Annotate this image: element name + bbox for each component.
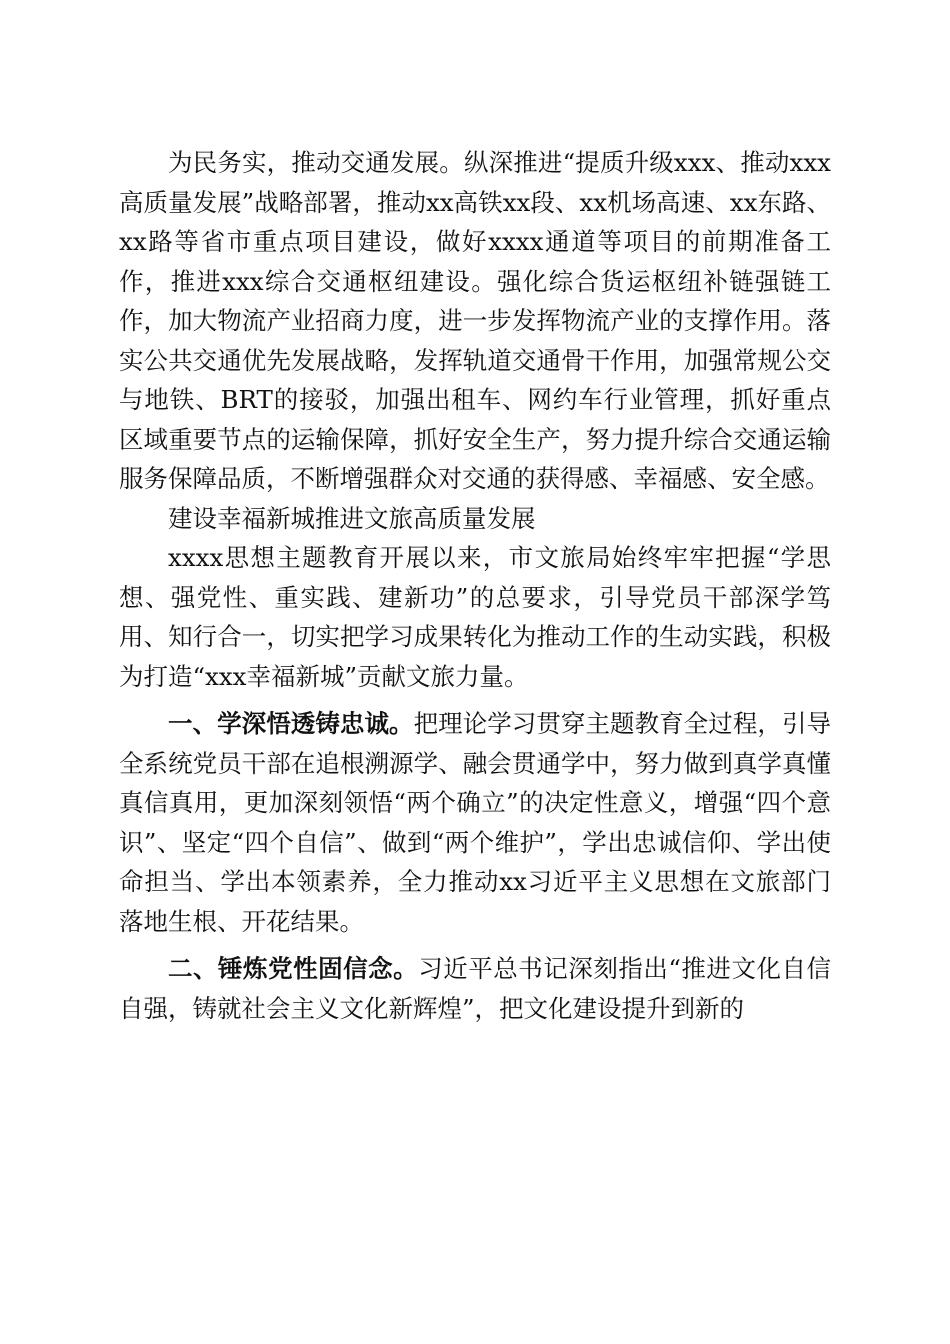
section-2-body: 习近平总书记深刻指出“推进文化自信自强，铸就社会主义文化新辉煌”，把文化建设提升到新的: [119, 954, 831, 1023]
article-title: 建设幸福新城推进文旅高质量发展: [168, 503, 536, 533]
section-2-lead: 二、锤炼党性固信念。: [168, 954, 419, 983]
section-1-body: 把理论学习贯穿主题教育全过程，引导全系统党员干部在追根溯源学、融会贯通学中，努力做到真学真懂真信真用，更加深刻领悟“两个确立”的决定性意义，增强“四个意识”、坚定“四个自信”、做到“两个维护”，学出忠诚信仰、学出使命担当、学出本领素养，全力推动xx习近平主义思想在文旅部门落地生根、开花结果。: [119, 709, 831, 936]
intro-paragraph: xxxx思想主题教育开展以来，市文旅局始终牢牢把握“学思想、强党性、重实践、建新功”的总要求，引导党员干部深学笃用、知行合一，切实把学习成果转化为推动工作的生动实践，积极为打造“xxx幸福新城”贡献文旅力量。: [119, 543, 831, 691]
document-body: [119, 143, 831, 1028]
section-2-paragraph: [119, 949, 831, 1028]
section-1-paragraph: [119, 704, 831, 941]
paragraph-transport: 为民务实，推动交通发展。纵深推进“提质升级xxx、推动xxx高质量发展”战略部署，推动xx高铁xx段、xx机场高速、xx东路、xx路等省市重点项目建设，做好xxxx通道等项目的前期准备工作，推进xxx综合交通枢纽建设。强化综合货运枢纽补链强链工作，加大物流产业招商力度，进一步发挥物流产业的支撑作用。落实公共交通优先发展战略，发挥轨道交通骨干作用，加强常规公交与地铁、BRT的接驳，加强出租车、网约车行业管理，抓好重点区域重要节点的运输保障，抓好安全生产，努力提升综合交通运输服务保障品质，不断增强群众对交通的获得感、幸福感、安全感。: [119, 148, 831, 493]
section-1-lead: 一、学深悟透铸忠诚。: [168, 709, 414, 738]
